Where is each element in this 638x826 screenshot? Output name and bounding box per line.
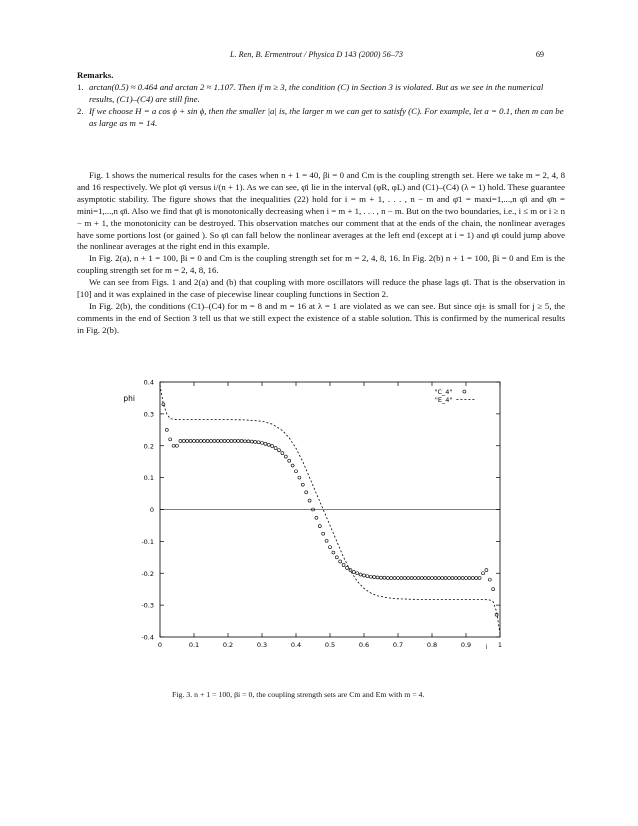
data-point-C4 [424,577,427,580]
data-point-C4 [298,476,301,479]
data-point-C4 [288,459,291,462]
data-point-C4 [210,439,213,442]
data-point-C4 [451,577,454,580]
phase-plot [110,372,530,662]
data-point-C4 [434,577,437,580]
data-point-C4 [203,439,206,442]
x-tick-label: 0 [157,641,163,649]
data-point-C4 [271,445,274,448]
data-point-C4 [291,464,294,467]
data-point-C4 [216,439,219,442]
data-point-C4 [230,439,233,442]
data-point-C4 [213,439,216,442]
y-tick-label: -0.4 [141,633,154,642]
remark-item [77,105,565,129]
data-point-C4 [454,577,457,580]
data-point-C4 [380,576,383,579]
data-point-C4 [427,577,430,580]
y-tick-label: 0 [149,506,154,514]
data-point-C4 [441,577,444,580]
data-point-C4 [261,441,264,444]
x-tick-label: 0.4 [290,641,302,649]
figure-3 [110,372,530,662]
data-point-C4 [318,525,321,528]
data-point-C4 [227,439,230,442]
data-point-C4 [448,577,451,580]
data-point-C4 [233,439,236,442]
x-tick-label: 0.5 [324,641,336,649]
remark-text: arctan(0.5) ≈ 0.464 and arctan 2 ≈ 1.107. Then if m ≥ 3, the condition (C) in Section 3 is violated. But as we see in the numerical results, (C1)–(C4) are still fine. [89,82,544,104]
data-point-C4 [237,439,240,442]
data-point-C4 [356,572,359,575]
data-point-C4 [179,439,182,442]
data-point-C4 [264,442,267,445]
data-point-C4 [247,440,250,443]
x-tick-label: 0.7 [392,641,404,649]
data-point-C4 [267,443,270,446]
data-point-C4 [366,575,369,578]
data-point-C4 [410,577,413,580]
data-point-C4 [363,574,366,577]
data-point-C4 [305,491,308,494]
data-point-C4 [206,439,209,442]
data-point-C4 [465,577,468,580]
data-point-C4 [352,570,355,573]
paragraph: In Fig. 2(a), n + 1 = 100, βi = 0 and Cm is the coupling strength set for m = 2, 4, 8, 16. In Fig. 2(b) n + 1 = 100, βi = 0 and Em is the coupling strength set for m = 2, 4, 8, 16. [77,253,565,276]
data-point-C4 [308,499,311,502]
data-point-C4 [284,455,287,458]
y-tick-label: 0.4 [143,378,154,387]
data-point-C4 [431,577,434,580]
y-tick-label: -0.2 [141,569,154,578]
x-tick-label: 1 [497,641,503,649]
data-point-C4 [444,577,447,580]
y-tick-label: -0.3 [141,601,154,610]
remark-number: 1. [77,82,84,92]
data-point-C4 [482,572,485,575]
data-point-C4 [281,452,284,455]
data-point-C4 [437,577,440,580]
body-text [77,170,565,337]
x-axis-label: i [485,644,488,651]
data-point-C4 [172,444,175,447]
legend-marker-C4 [463,390,466,393]
x-tick-label: 0.8 [426,641,438,649]
data-point-C4 [254,440,257,443]
y-tick-label: 0.2 [143,442,154,451]
legend-label-E4: "E_4" [434,396,453,405]
data-point-C4 [295,470,298,473]
data-point-C4 [250,440,253,443]
data-point-C4 [471,577,474,580]
data-point-C4 [244,440,247,443]
data-point-C4 [329,546,332,549]
data-point-C4 [339,560,342,563]
data-point-C4 [478,577,481,580]
data-point-C4 [346,566,349,569]
data-point-C4 [414,577,417,580]
y-tick-label: 0.1 [143,474,154,483]
data-point-C4 [397,577,400,580]
data-point-C4 [359,573,362,576]
data-point-C4 [400,577,403,580]
data-point-C4 [403,577,406,580]
data-point-C4 [199,439,202,442]
data-point-C4 [220,439,223,442]
data-point-C4 [468,577,471,580]
data-point-C4 [186,439,189,442]
data-point-C4 [461,577,464,580]
data-point-C4 [386,577,389,580]
figure-caption: Fig. 3. n + 1 = 100, βi = 0, the coupling strength sets are Cm and Em with m = 4. [172,690,425,699]
data-point-C4 [492,588,495,591]
data-point-C4 [458,577,461,580]
remark-text: If we choose H = a cos ϕ + sin ϕ, then the smaller |a| is, the larger m we can get to satisfy (C). For example, let a = 0.1, then m can be as large as m = 14. [89,106,564,128]
data-point-C4 [376,576,379,579]
data-point-C4 [488,578,491,581]
x-tick-label: 0.1 [188,641,200,649]
remark-number: 2. [77,106,84,116]
remarks-title: Remarks. [77,70,114,80]
data-point-C4 [274,446,277,449]
data-point-C4 [169,438,172,441]
data-point-C4 [335,556,338,559]
data-point-C4 [420,577,423,580]
data-point-C4 [417,577,420,580]
data-point-C4 [390,577,393,580]
running-head-text: L. Ren, B. Ermentrout / Physica D 143 (2000) 56–73 [230,50,403,59]
data-point-C4 [165,428,168,431]
data-point-C4 [373,576,376,579]
page-number: 69 [535,50,544,59]
x-tick-label: 0.6 [358,641,370,649]
x-tick-label: 0.2 [222,641,234,649]
data-point-C4 [315,516,318,519]
data-point-C4 [393,577,396,580]
data-point-C4 [278,449,281,452]
data-point-C4 [182,439,185,442]
data-point-C4 [342,563,345,566]
x-tick-label: 0.3 [256,641,268,649]
paragraph: We can see from Figs. 1 and 2(a) and (b) that coupling with more oscillators will reduce the phase lags φ̄i. That is the observation in [10] and it was explained in the case of piecewise linear coupling functions in Section 2. [77,277,565,300]
paragraph: In Fig. 2(b), the conditions (C1)–(C4) for m = 8 and m = 16 at λ = 1 are violated as we can see. But since αj± is small for j ≥ 5, the comments in the end of Section 3 tell us that we still expect the existence of a stable solution. This is confirmed by the numerical results in Fig. 2(b). [77,300,565,335]
data-point-C4 [223,439,226,442]
x-tick-label: 0.9 [460,641,472,649]
legend-label-C4: "C_4" [434,388,453,397]
data-point-C4 [383,576,386,579]
paragraph: Fig. 1 shows the numerical results for the cases when n + 1 = 40, βi = 0 and Cm is the coupling strength set. Here we take m = 2, 4, 8 and 16 respectively. We plot φ̄i versus i/(n + 1). As we can see, φ̄i lie in the interval (φR, φL) and (C1)–(C4) (λ = 1) hold. These guarantee asymptotic stability. The figure shows that the inequalities (22) hold for i = m + 1, . . . , n − m and φ̄1 = maxi=1,...,n φ̄i and φ̄n = mini=1,...,n φ̄i. Also we find that φ̄i is monotonically decreasing when i = m + 1, . . . , n − m. But on the two boundaries, i.e., i ≤ m or i ≥ n − m + 1, the monotonicity can be destroyed. This observation matches our comment that at the ends of the chain, the nonlinear averages have some portions lost (or gained ). So φ̄i can fall below the nonlinear averages at the left end (except at i = 1) and φ̄i could jump above the nonlinear averages at the right end in this example. [77,170,565,252]
data-point-C4 [176,444,179,447]
data-point-C4 [189,439,192,442]
y-tick-label: 0.3 [143,410,154,419]
remarks-section [77,69,565,129]
data-point-C4 [196,439,199,442]
data-point-C4 [257,441,260,444]
data-point-C4 [485,569,488,572]
data-point-C4 [301,483,304,486]
y-axis-label: phi [123,393,135,403]
data-point-C4 [407,577,410,580]
data-point-C4 [332,551,335,554]
data-point-C4 [325,539,328,542]
y-tick-label: -0.1 [141,537,154,546]
data-point-C4 [193,439,196,442]
data-point-C4 [369,575,372,578]
remark-item [77,81,565,105]
data-point-C4 [322,532,325,535]
data-point-C4 [240,439,243,442]
data-point-C4 [475,577,478,580]
